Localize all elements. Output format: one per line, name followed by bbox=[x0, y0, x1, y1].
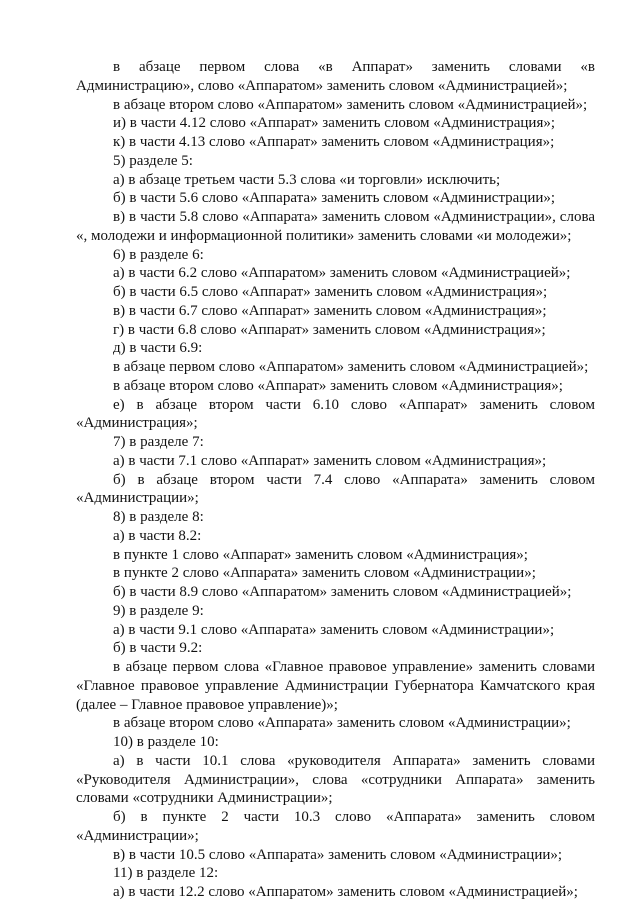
paragraph: и) в части 4.12 слово «Аппарат» заменить словом «Администрация»; bbox=[113, 115, 556, 132]
paragraph: а) в части 8.2: bbox=[113, 527, 202, 544]
paragraph: а) в части 10.1 слова «руководителя Аппарата» заменить словами «Руководителя Администрации», слова «сотрудники Аппарата» заменить словами «сотрудники Администрации»; bbox=[76, 752, 595, 807]
paragraph: б) в абзаце втором части 7.4 слово «Аппарата» заменить словом «Администрации»; bbox=[76, 471, 595, 507]
paragraph: 7) в разделе 7: bbox=[113, 434, 204, 450]
document-page bbox=[76, 58, 595, 902]
paragraph: в пункте 2 слово «Аппарата» заменить словом «Администрации»; bbox=[113, 565, 536, 582]
paragraph: в) в части 10.5 слово «Аппарата» заменить словом «Администрации»; bbox=[113, 846, 563, 863]
paragraph: 5) разделе 5: bbox=[113, 152, 193, 169]
paragraph: а) в части 6.2 слово «Аппаратом» заменить словом «Администрацией»; bbox=[113, 265, 571, 282]
paragraph: д) в части 6.9: bbox=[113, 340, 203, 357]
paragraph: а) в части 12.2 слово «Аппаратом» заменить словом «Администрацией»; bbox=[113, 884, 578, 900]
paragraph: а) в абзаце третьем части 5.3 слова «и торговли» исключить; bbox=[113, 171, 501, 188]
paragraph: в абзаце первом слово «Аппаратом» заменить словом «Администрацией»; bbox=[113, 359, 589, 375]
paragraph: 8) в разделе 8: bbox=[113, 509, 204, 525]
paragraph: б) в части 8.9 слово «Аппаратом» заменить словом «Администрацией»; bbox=[113, 584, 572, 600]
paragraph: 6) в разделе 6: bbox=[113, 246, 204, 263]
paragraph: к) в части 4.13 слово «Аппарат» заменить словом «Администрация»; bbox=[113, 134, 555, 150]
paragraph: в) в части 6.7 слово «Аппарат» заменить словом «Администрация»; bbox=[113, 302, 547, 319]
paragraph: б) в части 6.5 слово «Аппарат» заменить словом «Администрация»; bbox=[113, 284, 548, 300]
paragraph: 11) в разделе 12: bbox=[113, 865, 219, 882]
paragraph: в) в части 5.8 слово «Аппарата» заменить словом «Администрации», слова «, молодежи и информационной политики» заменить словами «и молодежи»; bbox=[76, 209, 595, 244]
paragraph: в абзаце втором слово «Аппарат» заменить словом «Администрация»; bbox=[113, 377, 563, 394]
paragraph: в абзаце первом слова «в Аппарат» заменить словами «в Администрацию», слово «Аппаратом» заменить словом «Администрацией»; bbox=[76, 59, 595, 94]
paragraph: в абзаце втором слово «Аппаратом» заменить словом «Администрацией»; bbox=[113, 96, 588, 113]
paragraph: а) в части 7.1 слово «Аппарат» заменить словом «Администрация»; bbox=[113, 452, 547, 469]
paragraph: б) в части 5.6 слово «Аппарата» заменить словом «Администрации»; bbox=[113, 190, 556, 207]
paragraph: 10) в разделе 10: bbox=[113, 734, 219, 750]
paragraph: б) в пункте 2 части 10.3 слово «Аппарата» заменить словом «Администрации»; bbox=[76, 809, 595, 844]
paragraph: е) в абзаце втором части 6.10 слово «Аппарат» заменить словом «Администрация»; bbox=[76, 396, 595, 432]
paragraph: в пункте 1 слово «Аппарат» заменить словом «Администрация»; bbox=[113, 546, 528, 563]
paragraph: 9) в разделе 9: bbox=[113, 602, 204, 619]
paragraph: в абзаце втором слово «Аппарата» заменить словом «Администрации»; bbox=[113, 715, 571, 732]
paragraph: б) в части 9.2: bbox=[113, 640, 203, 657]
paragraph: а) в части 9.1 слово «Аппарата» заменить словом «Администрации»; bbox=[113, 621, 555, 638]
paragraph: г) в части 6.8 слово «Аппарат» заменить словом «Администрация»; bbox=[113, 321, 546, 338]
paragraph: в абзаце первом слова «Главное правовое управление» заменить словами «Главное правовое управление Администрации Губернатора Камчатского края (далее – Главное правовое управление)»; bbox=[76, 659, 595, 713]
